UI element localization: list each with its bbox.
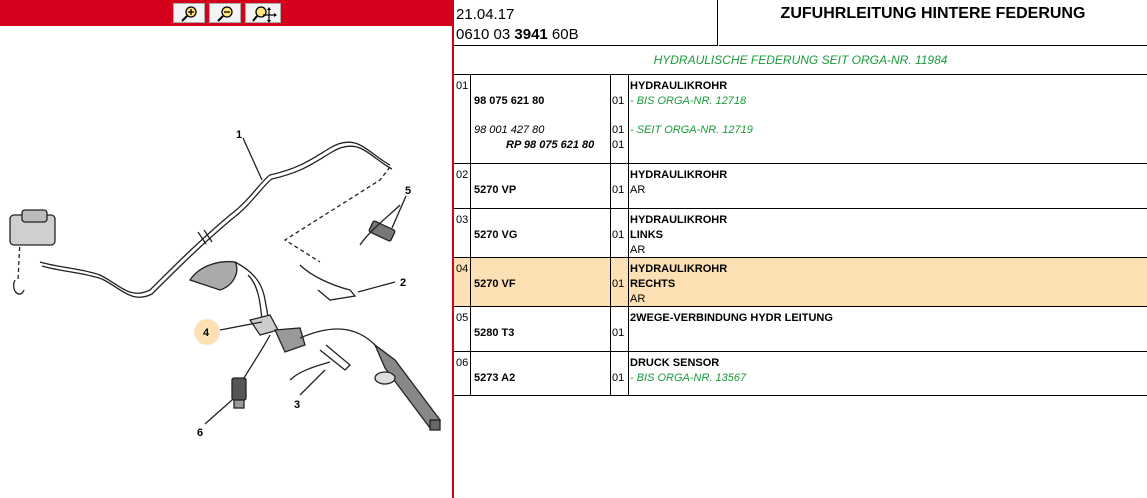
row-number: 04 [456, 263, 469, 275]
part-number[interactable]: 5280 T3 [474, 327, 515, 339]
parts-table [454, 75, 1147, 396]
row-number: 02 [456, 169, 469, 181]
description: DRUCK SENSOR [630, 357, 720, 369]
header-date: 21.04.17 [456, 6, 515, 23]
parts-panel [454, 0, 1147, 498]
note: - BIS ORGA-NR. 13567 [630, 372, 747, 384]
callout-6[interactable]: 6 [197, 427, 204, 439]
row-number: 03 [456, 214, 469, 226]
part-number[interactable]: 5270 VF [474, 278, 516, 290]
description: 2WEGE-VERBINDUNG HYDR LEITUNG [630, 312, 833, 324]
row-number: 05 [456, 312, 469, 324]
part-number[interactable]: 98 075 621 80 [474, 95, 545, 107]
callout-4[interactable]: 4 [203, 327, 210, 339]
description-line2: RECHTS [630, 278, 676, 290]
subtitle: HYDRAULISCHE FEDERUNG SEIT ORGA-NR. 11984 [454, 46, 1147, 75]
quantity: 01 [612, 229, 625, 241]
note: - BIS ORGA-NR. 12718 [630, 95, 747, 107]
quantity: 01 [612, 327, 625, 339]
description: HYDRAULIKROHR [630, 263, 728, 275]
alt-part-number[interactable]: 98 001 427 80 [474, 124, 545, 136]
description-line2: LINKS [630, 229, 663, 241]
description: HYDRAULIKROHR [630, 169, 728, 181]
description-line2: AR [630, 184, 646, 196]
table-row[interactable] [454, 307, 1147, 352]
toolbar [0, 0, 452, 26]
part-number[interactable]: 5270 VG [474, 229, 518, 241]
zoom-fit-icon [252, 5, 278, 23]
header-info [454, 0, 718, 46]
diagram-panel [0, 0, 452, 498]
quantity: 01 [612, 95, 625, 107]
zoom-out-button[interactable] [209, 3, 241, 23]
zoom-in-button[interactable] [173, 3, 205, 23]
table-row[interactable] [454, 209, 1147, 258]
table-row[interactable] [454, 75, 1147, 164]
quantity: 01 [612, 372, 625, 384]
table-row-selected[interactable] [454, 258, 1147, 307]
description-line3: AR [630, 293, 646, 305]
part-number[interactable]: 5270 VP [474, 184, 517, 196]
table-row[interactable] [454, 352, 1147, 396]
callout-5[interactable]: 5 [405, 185, 412, 197]
alt-note: - SEIT ORGA-NR. 12719 [630, 124, 753, 136]
description: HYDRAULIKROHR [630, 214, 728, 226]
alt-quantity: 01 [612, 124, 625, 136]
zoom-in-icon [180, 5, 200, 23]
zoom-fit-button[interactable] [245, 3, 281, 23]
rp-quantity: 01 [612, 139, 625, 151]
callout-3[interactable]: 3 [294, 399, 301, 411]
zoom-out-icon [216, 5, 236, 23]
table-row[interactable] [454, 164, 1147, 209]
header-code: 0610 03 3941 60B [456, 26, 579, 43]
description: HYDRAULIKROHR [630, 80, 728, 92]
callout-2[interactable]: 2 [400, 277, 407, 289]
parts-diagram [0, 26, 452, 498]
row-number: 06 [456, 357, 469, 369]
page-title: ZUFUHRLEITUNG HINTERE FEDERUNG [719, 0, 1147, 46]
part-number[interactable]: 5273 A2 [474, 372, 516, 384]
row-number: 01 [456, 80, 469, 92]
quantity: 01 [612, 184, 625, 196]
description-line3: AR [630, 244, 646, 256]
quantity: 01 [612, 278, 625, 290]
callout-1[interactable]: 1 [236, 129, 243, 141]
rp-part-number[interactable]: RP 98 075 621 80 [506, 139, 595, 151]
